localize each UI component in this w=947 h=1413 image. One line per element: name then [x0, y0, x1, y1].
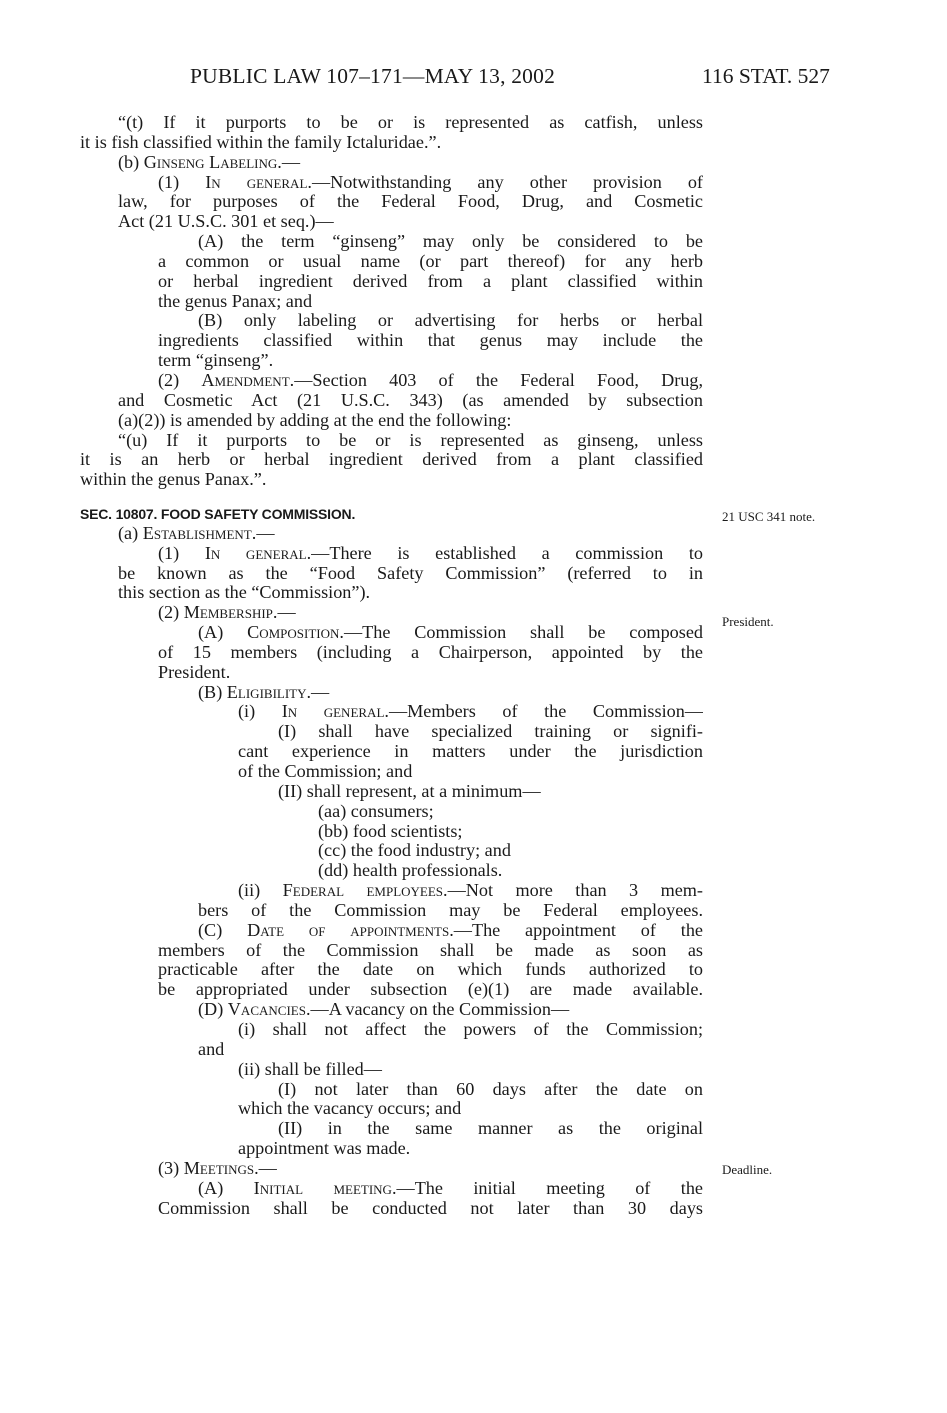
text-run: (1) [158, 172, 206, 192]
text-line [80, 411, 703, 431]
running-title: PUBLIC LAW 107–171—MAY 13, 2002 [190, 64, 556, 88]
text-run: (3) [158, 1157, 184, 1178]
text-line [80, 782, 703, 802]
text-run: (I) shall have specialized training or signifi- [278, 722, 703, 742]
text-line [80, 1060, 703, 1080]
text-run: .— [306, 681, 330, 702]
subsection-caption: Amendment [201, 370, 290, 390]
document-body [80, 113, 703, 1218]
text-run: “(u) If it purports to be or is represented as ginseng, unless [118, 430, 703, 450]
text-run: (aa) consumers; [318, 800, 434, 821]
text-line [80, 583, 703, 603]
text-run: (B) [198, 681, 227, 702]
text-line [80, 470, 703, 490]
text-line [80, 450, 703, 470]
text-run: (I) not later than 60 days after the date on [278, 1079, 703, 1099]
text-run: .— [251, 522, 275, 543]
text-line [80, 762, 703, 782]
text-line [80, 272, 703, 292]
subsection-caption: Meetings [183, 1157, 255, 1178]
text-line [80, 431, 703, 451]
text-run: .—The Commission shall be composed [339, 623, 703, 643]
text-run: (i) [238, 702, 282, 722]
text-line [80, 153, 703, 173]
text-run: or herbal ingredient derived from a plant classified within [158, 271, 703, 291]
margin-note-deadline: Deadline. [722, 1162, 773, 1177]
text-line [80, 742, 703, 762]
text-run: be appropriated under subsection (e)(1) are made available. [158, 980, 703, 1000]
text-line [80, 1159, 703, 1179]
text-run: (A) [198, 623, 248, 643]
text-run: (D) [198, 999, 228, 1020]
text-line [80, 544, 703, 564]
text-run: members of the Commission shall be made as soon as [158, 940, 703, 960]
text-line [80, 192, 703, 212]
subsection-caption: Initial meeting [253, 1178, 392, 1198]
text-line [80, 1020, 703, 1040]
text-line [80, 881, 703, 901]
text-line [80, 861, 703, 881]
text-run: bers of the Commission may be Federal employees. [198, 900, 703, 920]
text-run: (i) shall not affect the powers of the Commission; [238, 1019, 703, 1039]
text-line [80, 1199, 703, 1219]
text-line [80, 822, 703, 842]
text-line [80, 311, 703, 331]
text-run: (bb) food scientists; [318, 820, 463, 841]
subsection-caption: Ginseng Labeling [143, 151, 278, 172]
text-line [80, 252, 703, 272]
text-line [80, 1099, 703, 1119]
text-line [80, 564, 703, 584]
text-run: Act (21 U.S.C. 301 et seq.)— [118, 211, 334, 232]
subsection-caption: Federal employees [282, 881, 444, 901]
text-line [80, 663, 703, 683]
text-run: law, for purposes of the Federal Food, Drug, and Cosmetic [118, 192, 703, 212]
subsection-caption: In general [205, 172, 308, 192]
text-run: of the Commission; and [238, 761, 413, 781]
margin-note-president: President. [722, 614, 774, 629]
section-heading [80, 504, 703, 524]
text-run: Commission shall be conducted not later than 30 days [158, 1198, 703, 1218]
text-run: (A) the term “ginseng” may only be considered to be [198, 232, 703, 252]
text-run: (C) [198, 920, 248, 940]
text-line [80, 960, 703, 980]
text-line [80, 1080, 703, 1100]
text-run: (b) [118, 151, 144, 172]
text-run: “(t) If it purports to be or is represented as catfish, unless [118, 113, 703, 132]
text-line [80, 212, 703, 232]
text-line [80, 292, 703, 312]
text-line [80, 1040, 703, 1060]
subsection-caption: Eligibility [226, 681, 307, 702]
text-run: practicable after the date on which funds authorized to [158, 960, 703, 980]
text-line [80, 1000, 703, 1020]
text-line [80, 113, 703, 133]
subsection-caption: In general [204, 543, 307, 563]
text-run: .—Members of the Commission— [384, 702, 703, 722]
text-run: (cc) the food industry; and [318, 840, 511, 861]
text-line [80, 351, 703, 371]
text-run: (a)(2)) is amended by adding at the end the following: [118, 409, 512, 430]
text-run: .—Not more than 3 mem- [443, 881, 703, 901]
text-run: the genus Panax; and [158, 290, 313, 311]
text-line [80, 391, 703, 411]
text-run: .— [254, 1157, 277, 1178]
text-run: be known as the “Food Safety Commission” (referred to in [118, 563, 703, 583]
text-run: (2) [158, 370, 202, 390]
subsection-caption: Vacancies [227, 999, 306, 1020]
text-run: term “ginseng”. [158, 350, 274, 371]
text-run: (II) shall represent, at a minimum— [278, 780, 541, 801]
text-run: (a) [118, 522, 143, 543]
text-line [80, 702, 703, 722]
margin-note-usc: 21 USC 341 note. [722, 509, 816, 524]
text-run: ingredients classified within that genus may include the [158, 331, 703, 351]
text-run: appointment was made. [238, 1138, 411, 1159]
section-title: SEC. 10807. FOOD SAFETY COMMISSION. [80, 506, 356, 523]
text-run: .— [272, 602, 296, 623]
subsection-caption: Date of appointments [247, 920, 450, 940]
text-run: .—The initial meeting of the [391, 1178, 703, 1198]
text-line [80, 603, 703, 623]
text-run: (1) [158, 543, 205, 563]
text-line [80, 1179, 703, 1199]
text-line [80, 371, 703, 391]
text-line [80, 921, 703, 941]
text-run: within the genus Panax.”. [80, 469, 267, 490]
text-run: and [198, 1038, 225, 1059]
text-run: .—The appointment of the [449, 920, 703, 940]
text-run: .—A vacancy on the Commission— [305, 999, 570, 1020]
text-run: it is an herb or herbal ingredient derived from a plant classified [80, 450, 703, 470]
text-run: .—Section 403 of the Federal Food, Drug, [289, 370, 703, 390]
text-run: .— [277, 151, 301, 172]
text-run: of 15 members (including a Chairperson, appointed by the [158, 642, 703, 662]
subsection-caption: Composition [247, 623, 340, 643]
text-run: (B) only labeling or advertising for herbs or herbal [198, 311, 703, 331]
text-line [80, 901, 703, 921]
text-run: cant experience in matters under the jurisdiction [238, 742, 703, 762]
text-run: (2) [158, 602, 184, 623]
text-line [80, 1139, 703, 1159]
text-line [80, 331, 703, 351]
text-line [80, 941, 703, 961]
text-run: and Cosmetic Act (21 U.S.C. 343) (as amended by subsection [118, 390, 703, 410]
subsection-caption: In general [281, 702, 385, 722]
text-line [80, 841, 703, 861]
text-run: (ii) shall be filled— [238, 1058, 382, 1079]
text-line [80, 1119, 703, 1139]
text-line [80, 683, 703, 703]
text-run: President. [158, 661, 231, 682]
text-line [80, 623, 703, 643]
text-run: which the vacancy occurs; and [238, 1098, 462, 1119]
text-line [80, 722, 703, 742]
text-run: this section as the “Commission”). [118, 582, 371, 603]
text-run: it is fish classified within the family Ictaluridae.”. [80, 131, 442, 152]
subsection-caption: Membership [183, 602, 273, 623]
page-header [0, 64, 947, 94]
text-line [80, 232, 703, 252]
text-run: .—Notwithstanding any other provision of [307, 172, 703, 192]
text-line [80, 133, 703, 153]
section-gap [80, 490, 703, 504]
text-line [80, 524, 703, 544]
text-run: (dd) health professionals. [318, 860, 503, 881]
text-line [80, 802, 703, 822]
text-run: a common or usual name (or part thereof) for any herb [158, 251, 703, 271]
text-line [80, 173, 703, 193]
text-run: (A) [198, 1178, 254, 1198]
text-line [80, 980, 703, 1000]
text-line [80, 643, 703, 663]
subsection-caption: Establishment [142, 522, 252, 543]
text-run: .—There is established a commission to [306, 543, 703, 563]
stat-page-number: 116 STAT. 527 [702, 64, 830, 88]
text-run: (II) in the same manner as the original [278, 1119, 703, 1139]
text-run: (ii) [238, 881, 283, 901]
